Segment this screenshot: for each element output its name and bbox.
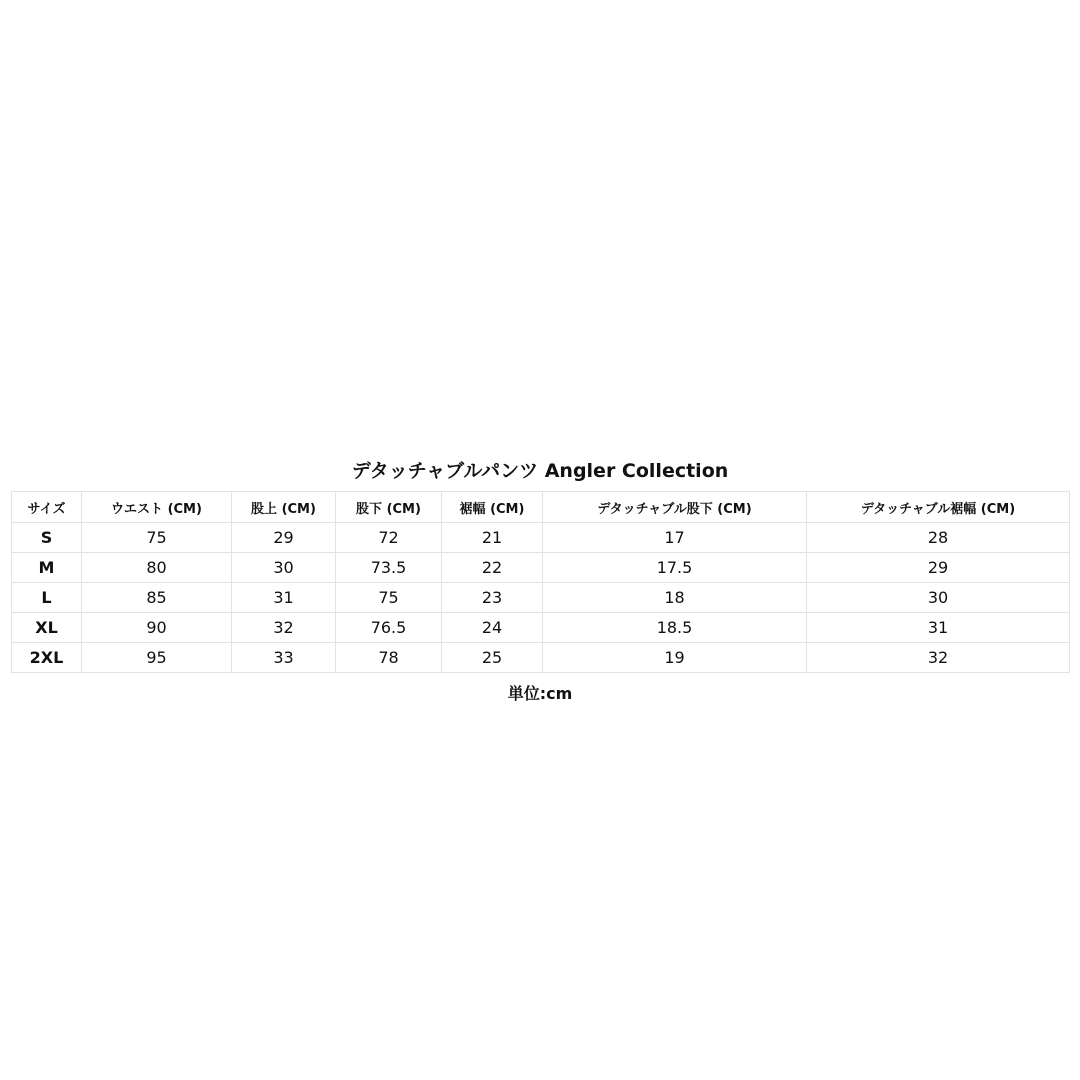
table-cell: 19 (543, 643, 807, 673)
table-row (12, 583, 1070, 613)
table-cell: 33 (232, 643, 336, 673)
header-inseam: 股下 (CM) (336, 492, 442, 523)
table-cell: 22 (442, 553, 543, 583)
table-cell: 76.5 (336, 613, 442, 643)
header-waist: ウエスト (CM) (82, 492, 232, 523)
table-cell: 23 (442, 583, 543, 613)
size-cell: S (12, 523, 82, 553)
header-detachable-hem-width: デタッチャブル裾幅 (CM) (807, 492, 1070, 523)
table-cell: 32 (807, 643, 1070, 673)
header-detachable-inseam: デタッチャブル股下 (CM) (543, 492, 807, 523)
table-row (12, 523, 1070, 553)
chart-title: デタッチャブルパンツ Angler Collection (351, 460, 729, 482)
table-cell: 25 (442, 643, 543, 673)
table-cell: 95 (82, 643, 232, 673)
table-row (12, 613, 1070, 643)
table-cell: 18.5 (543, 613, 807, 643)
table-cell: 31 (807, 613, 1070, 643)
table-cell: 28 (807, 523, 1070, 553)
size-table (11, 491, 1070, 673)
table-row (12, 553, 1070, 583)
table-cell: 30 (232, 553, 336, 583)
table-cell: 29 (807, 553, 1070, 583)
table-cell: 90 (82, 613, 232, 643)
table-cell: 17 (543, 523, 807, 553)
table-cell: 18 (543, 583, 807, 613)
table-cell: 85 (82, 583, 232, 613)
size-cell: 2XL (12, 643, 82, 673)
table-cell: 21 (442, 523, 543, 553)
table-cell: 72 (336, 523, 442, 553)
table-cell: 32 (232, 613, 336, 643)
table-cell: 73.5 (336, 553, 442, 583)
table-cell: 17.5 (543, 553, 807, 583)
table-cell: 75 (82, 523, 232, 553)
header-size: サイズ (12, 492, 82, 523)
table-cell: 78 (336, 643, 442, 673)
size-cell: XL (12, 613, 82, 643)
table-row (12, 643, 1070, 673)
header-hem-width: 裾幅 (CM) (442, 492, 543, 523)
table-cell: 29 (232, 523, 336, 553)
header-rise: 股上 (CM) (232, 492, 336, 523)
table-cell: 24 (442, 613, 543, 643)
header-row (12, 492, 1070, 523)
size-cell: L (12, 583, 82, 613)
unit-note: 単位:cm (507, 684, 573, 703)
table-cell: 31 (232, 583, 336, 613)
table-cell: 80 (82, 553, 232, 583)
table-cell: 30 (807, 583, 1070, 613)
size-cell: M (12, 553, 82, 583)
table-cell: 75 (336, 583, 442, 613)
